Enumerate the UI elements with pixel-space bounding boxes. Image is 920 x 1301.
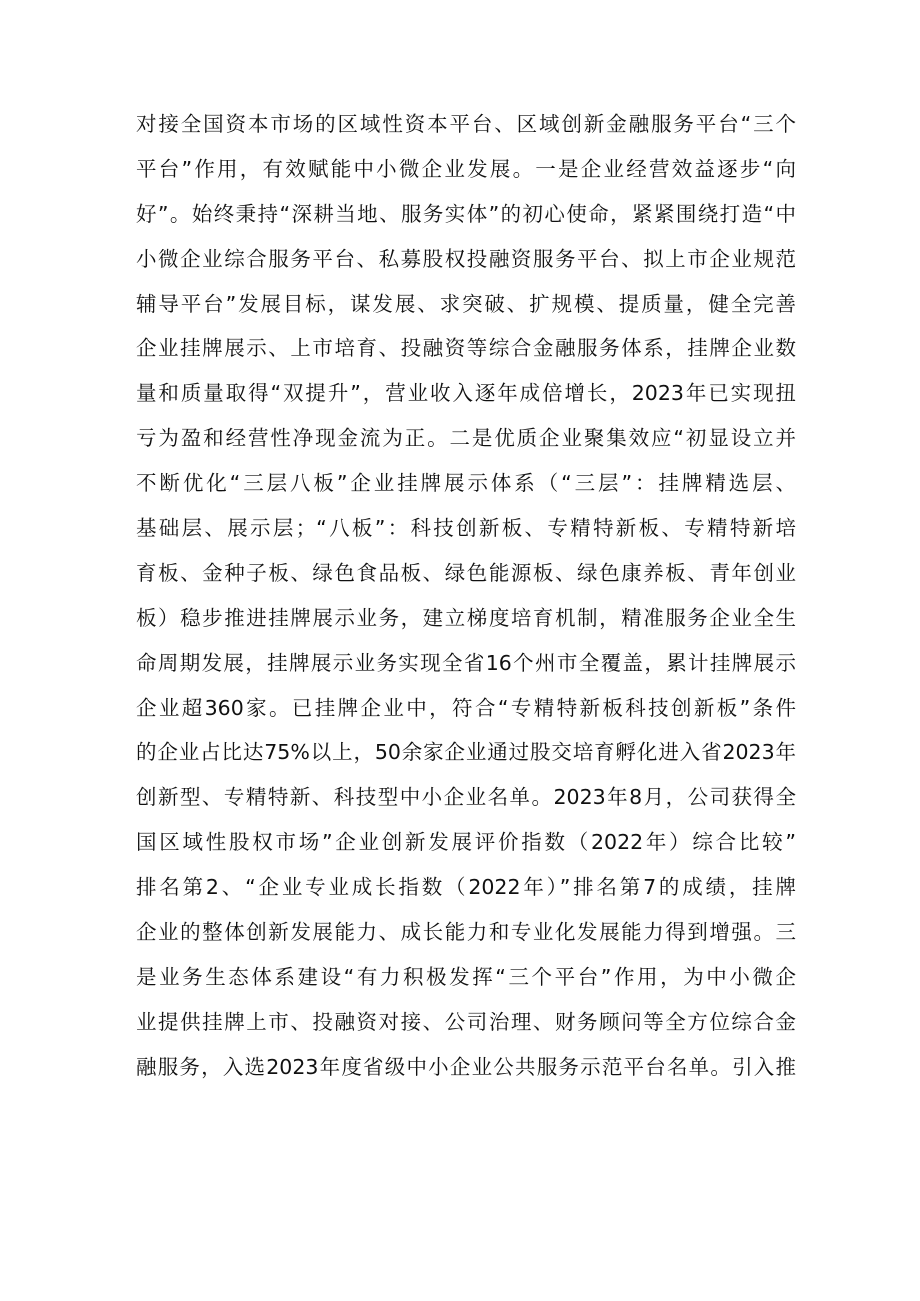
text-line-15: 的企业占比达75%以上，50余家企业通过股交培育孵化进入省2023年 [136,740,796,765]
text-line-7: 量和质量取得“双提升”，营业收入逐年成倍增长，2023年已实现扭 [136,381,796,406]
text-line-1: 对接全国资本市场的区域性资本平台、区域创新金融服务平台“三个 [136,112,796,136]
text-line-2: 平台”作用，有效赋能中小微企业发展。一是企业经营效益逐步“向 [136,156,796,181]
text-line-10: 基础层、展示层；“八板”：科技创新板、专精特新板、专精特新培 [136,516,796,541]
text-line-3: 好”。始终秉持“深耕当地、服务实体”的初心使命，紧紧围绕打造“中 [136,201,796,226]
text-line-14: 企业超360家。已挂牌企业中，符合“专精特新板科技创新板”条件 [136,695,796,720]
text-line-11: 育板、金种子板、绿色食品板、绿色能源板、绿色康养板、青年创业 [136,560,796,585]
text-line-5: 辅导平台”发展目标，谋发展、求突破、扩规模、提质量，健全完善 [136,291,796,316]
text-line-22: 融服务，入选2023年度省级中小企业公共服务示范平台名单。引入推 [136,1054,796,1079]
text-line-16: 创新型、专精特新、科技型中小企业名单。2023年8月，公司获得全 [136,785,796,810]
text-line-6: 企业挂牌展示、上市培育、投融资等综合金融服务体系，挂牌企业数 [136,336,796,361]
text-line-4: 小微企业综合服务平台、私募股权投融资服务平台、拟上市企业规范 [136,246,796,271]
body-paragraph [136,102,796,1090]
text-line-8: 亏为盈和经营性净现金流为正。二是优质企业聚集效应“初显设立并 [136,426,796,451]
text-line-12: 板）稳步推进挂牌展示业务，建立梯度培育机制，精准服务企业全生 [136,605,796,630]
text-line-18: 排名第2、“企业专业成长指数（2022年）”排名第7的成绩，挂牌 [136,875,796,900]
text-line-19: 企业的整体创新发展能力、成长能力和专业化发展能力得到增强。三 [136,920,796,945]
text-line-9: 不断优化“三层八板”企业挂牌展示体系（“三层”：挂牌精选层、 [136,471,796,496]
text-line-20: 是业务生态体系建设“有力积极发挥“三个平台”作用，为中小微企 [136,964,796,989]
text-line-17: 国区域性股权市场”企业创新发展评价指数（2022年）综合比较” [136,830,796,855]
text-line-21: 业提供挂牌上市、投融资对接、公司治理、财务顾问等全方位综合金 [136,1009,796,1034]
text-line-13: 命周期发展，挂牌展示业务实现全省16个州市全覆盖，累计挂牌展示 [136,650,796,675]
